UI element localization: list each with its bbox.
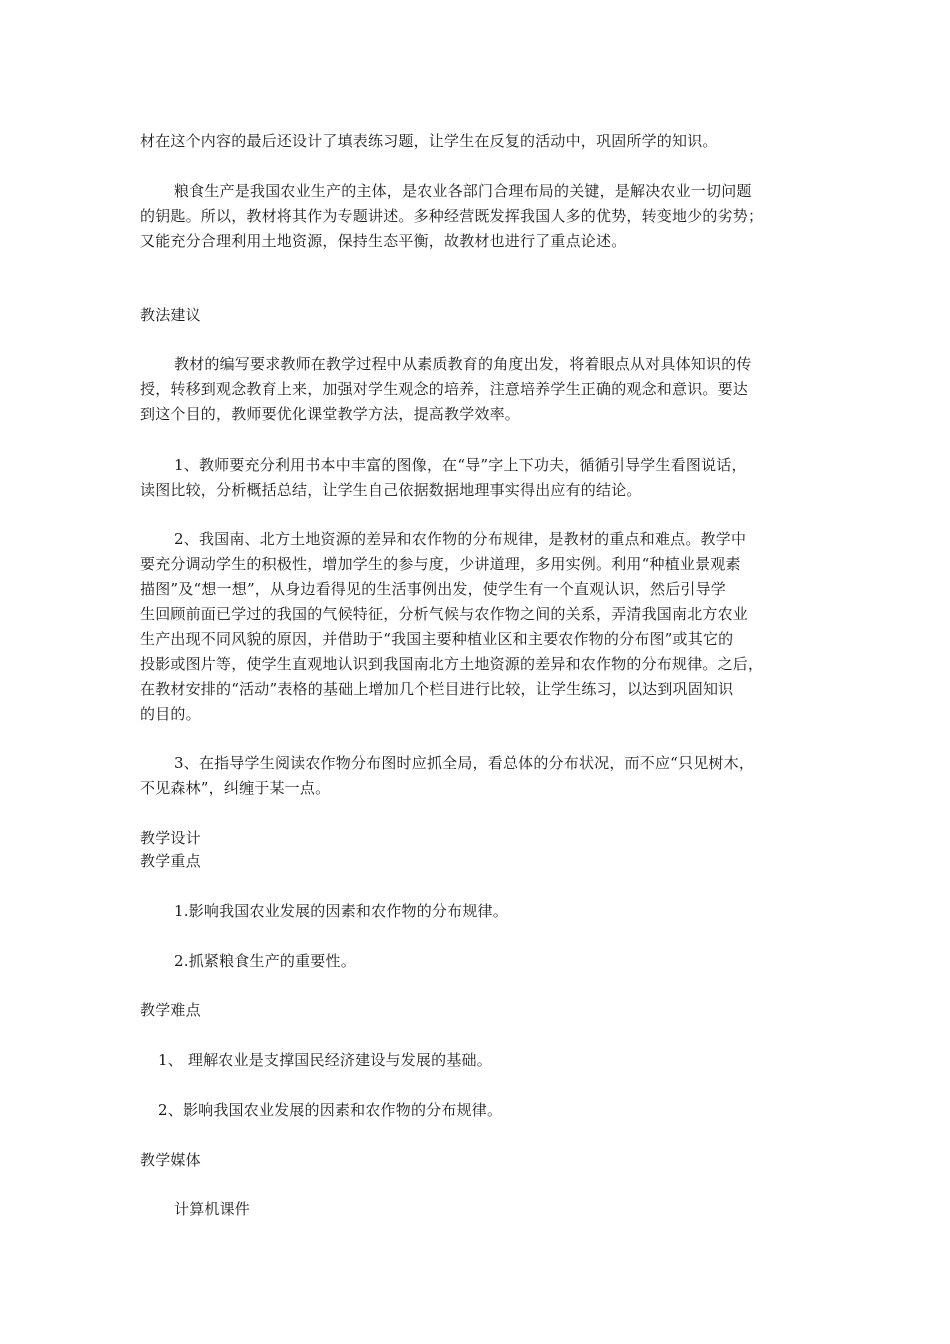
text-line: 生产出现不同风貌的原因，并借助于“我国主要种植业区和主要农作物的分布图”或其它的	[140, 630, 734, 648]
section-heading: 教学难点	[140, 1001, 201, 1019]
list-item: 1.影响我国农业发展的因素和农作物的分布规律。	[174, 902, 508, 920]
section-heading: 教学重点	[140, 852, 201, 870]
section-heading: 教学媒体	[140, 1151, 201, 1169]
text-line: 要充分调动学生的积极性，增加学生的参与度，少讲道理，多用实例。利用“种植业景观素	[140, 555, 741, 573]
text-line: 材在这个内容的最后还设计了填表练习题，让学生在反复的活动中，巩固所学的知识。	[140, 132, 718, 150]
text-line: 到这个目的，教师要优化课堂教学方法，提高教学效率。	[140, 405, 521, 423]
paragraph-line: 计算机课件	[174, 1200, 251, 1218]
text-line: 投影或图片等，使学生直观地认识到我国南北方土地资源的差异和农作物的分布规律。之后，	[140, 655, 764, 673]
list-item: 1、 理解农业是支撑国民经济建设与发展的基础。	[158, 1051, 492, 1069]
text-line: 又能充分合理利用土地资源，保持生态平衡，故教材也进行了重点论述。	[140, 232, 627, 250]
paragraph-line: 粮食生产是我国农业生产的主体，是农业各部门合理布局的关键，是解决农业一切问题	[174, 182, 752, 200]
list-item: 2.抓紧粮食生产的重要性。	[174, 952, 356, 970]
list-item: 2、我国南、北方土地资源的差异和农作物的分布规律，是教材的重点和难点。教学中	[174, 530, 747, 548]
text-line: 的目的。	[140, 705, 201, 723]
text-line: 读图比较，分析概括总结，让学生自己依据数据地理事实得出应有的结论。	[140, 481, 642, 499]
list-item: 3、在指导学生阅读农作物分布图时应抓全局，看总体的分布状况，而不应“只见树木，	[174, 754, 755, 772]
section-heading: 教学设计	[140, 829, 201, 847]
section-heading: 教法建议	[140, 306, 201, 324]
text-line: 在教材安排的“活动”表格的基础上增加几个栏目进行比较，让学生练习，以达到巩固知识	[140, 680, 734, 698]
text-line: 生回顾前面已学过的我国的气候特征，分析气候与农作物之间的关系，弄清我国南北方农业	[140, 605, 749, 623]
text-line: 描图”及“想一想”，从身边看得见的生活事例出发，使学生有一个直观认识，然后引导学	[140, 580, 727, 598]
paragraph-line: 教材的编写要求教师在教学过程中从素质教育的角度出发，将着眼点从对具体知识的传	[174, 355, 752, 373]
list-item: 1、教师要充分利用书本中丰富的图像，在“导”字上下功夫，循循引导学生看图说话，	[174, 456, 747, 474]
text-line: 不见森林”，纠缠于某一点。	[140, 779, 331, 797]
text-line: 授，转移到观念教育上来，加强对学生观念的培养，注意培养学生正确的观念和意识。要达	[140, 380, 749, 398]
text-line: 的钥匙。所以，教材将其作为专题讲述。多种经营既发挥我国人多的优势，转变地少的劣势；	[140, 207, 764, 225]
list-item: 2、影响我国农业发展的因素和农作物的分布规律。	[158, 1101, 503, 1119]
